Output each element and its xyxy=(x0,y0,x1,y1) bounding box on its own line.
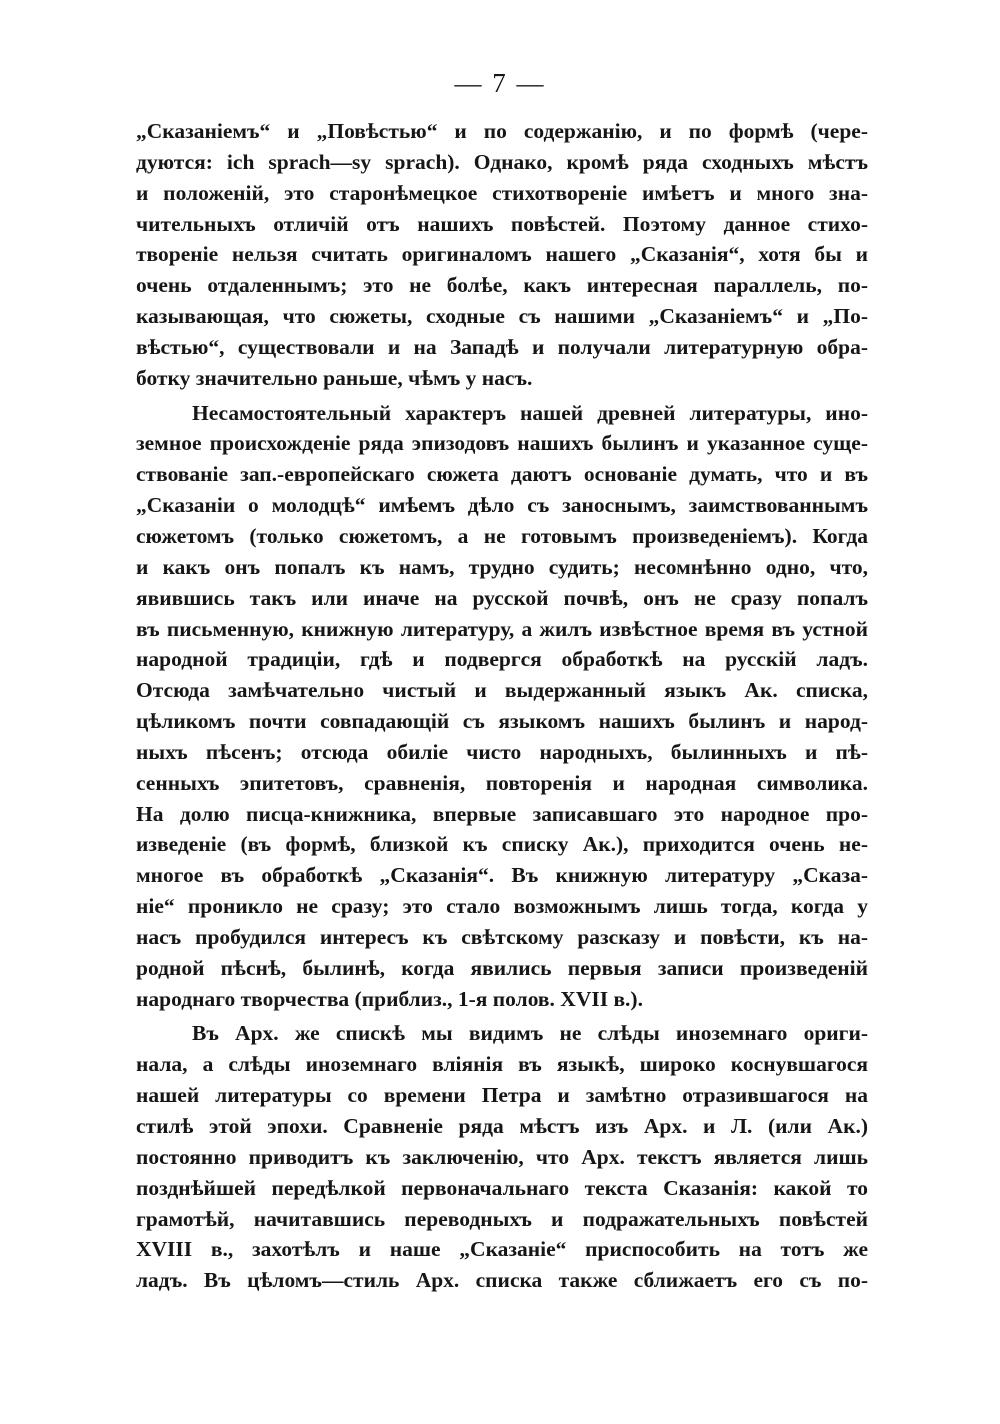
text-line: въ письменную, книжную литературу, а жилъ извѣстное время въ устной xyxy=(136,616,868,641)
text-line: казывающая, что сюжеты, сходные съ нашими „Сказаніемъ“ и „По- xyxy=(136,304,868,329)
text-line: ботку значительно раньше, чѣмъ у насъ. xyxy=(136,365,533,390)
text-line: очень отдаленнымъ; это не болѣе, какъ интересная параллель, по- xyxy=(136,273,868,298)
text-line: нашей литературы со времени Петра и замѣтно отразившагося на xyxy=(136,1083,868,1108)
text-line: Отсюда замѣчательно чистый и выдержанный языкъ Ак. списка, xyxy=(136,678,868,703)
text-line: „Сказаніемъ“ и „Повѣстью“ и по содержанію, и по формѣ (чере- xyxy=(136,119,868,143)
paragraph-start: Въ Арх. же спискѣ мы видимъ не слѣды иноземнаго ориги- xyxy=(192,1021,868,1046)
text-line: изведеніе (въ формѣ, близкой къ списку Ак.), приходится очень не- xyxy=(136,832,868,857)
text-line: ладъ. Въ цѣломъ—стиль Арх. списка также сближаетъ его съ по- xyxy=(136,1268,868,1293)
text-line: цѣликомъ почти совпадающій съ языкомъ нашихъ былинъ и народ- xyxy=(136,709,868,734)
text-line: „Сказаніи о молодцѣ“ имѣемъ дѣло съ заноснымъ, заимствованнымъ xyxy=(136,493,868,518)
text-line: ныхъ пѣсенъ; отсюда обиліе чисто народныхъ, былинныхъ и пѣ- xyxy=(136,739,868,764)
text-line: сенныхъ эпитетовъ, сравненія, повторенія и народная символика. xyxy=(136,770,868,795)
text-line: дуются: ich sprach—sy sprach). Однако, кромѣ ряда сходныхъ мѣстъ xyxy=(136,149,868,174)
text-line: ніе“ проникло не сразу; это стало возможнымъ лишь тогда, когда у xyxy=(136,894,868,919)
text-line: и положеній, это старонѣмецкое стихотвореніе имѣетъ и много зна- xyxy=(136,180,868,205)
text-line: постоянно приводитъ къ заключенію, что Арх. текстъ является лишь xyxy=(136,1144,868,1169)
text-line: XVIII в., захотѣлъ и наше „Сказаніе“ приспособить на тотъ же xyxy=(136,1237,868,1262)
text-line: народнаго творчества (приблиз., 1-я полов. XVII в.). xyxy=(136,986,643,1011)
page-number: — 7 — xyxy=(454,68,546,98)
text-line: твореніе нельзя считать оригиналомъ нашего „Сказанія“, хотя бы и xyxy=(136,242,868,267)
text-line: родной пѣснѣ, былинѣ, когда явились первыя записи произведеній xyxy=(136,955,868,980)
text-line: чительныхъ отличій отъ нашихъ повѣстей. Поэтому данное стихо- xyxy=(136,211,868,236)
body-text xyxy=(136,116,868,1296)
text-line: грамотѣй, начитавшись переводныхъ и подражательныхъ повѣстей xyxy=(136,1206,868,1231)
text-line: нала, а слѣды иноземнаго вліянія въ языкѣ, широко коснувшагося xyxy=(136,1052,868,1077)
text-line: многое въ обработкѣ „Сказанія“. Въ книжную литературу „Сказа- xyxy=(136,863,868,888)
text-line: На долю писца-книжника, впервые записавшаго это народное про- xyxy=(136,801,868,826)
text-line: ствованіе зап.-европейскаго сюжета даютъ основаніе думать, что и въ xyxy=(136,462,868,487)
text-line: стилѣ этой эпохи. Сравненіе ряда мѣстъ изъ Арх. и Л. (или Ак.) xyxy=(136,1114,868,1138)
text-line: насъ пробудился интересъ къ свѣтскому разсказу и повѣсти, къ на- xyxy=(136,924,868,949)
text-line: позднѣйшей передѣлкой первоначальнаго текста Сказанія: какой то xyxy=(136,1175,868,1200)
text-line: явившись такъ или иначе на русской почвѣ, онъ не сразу попалъ xyxy=(136,585,868,610)
text-line: земное происхожденіе ряда эпизодовъ нашихъ былинъ и указанное суще- xyxy=(136,431,868,456)
text-line: сюжетомъ (только сюжетомъ, а не готовымъ произведеніемъ). Когда xyxy=(136,523,868,548)
text-line: и какъ онъ попалъ къ намъ, трудно судить; несомнѣнно одно, что, xyxy=(136,554,868,579)
text-line: народной традиціи, гдѣ и подвергся обработкѣ на русскій ладъ. xyxy=(136,647,868,672)
paragraph-start: Несамостоятельный характеръ нашей древней литературы, ино- xyxy=(192,400,868,425)
text-line: вѣстью“, существовали и на Западѣ и получали литературную обра- xyxy=(136,334,868,359)
